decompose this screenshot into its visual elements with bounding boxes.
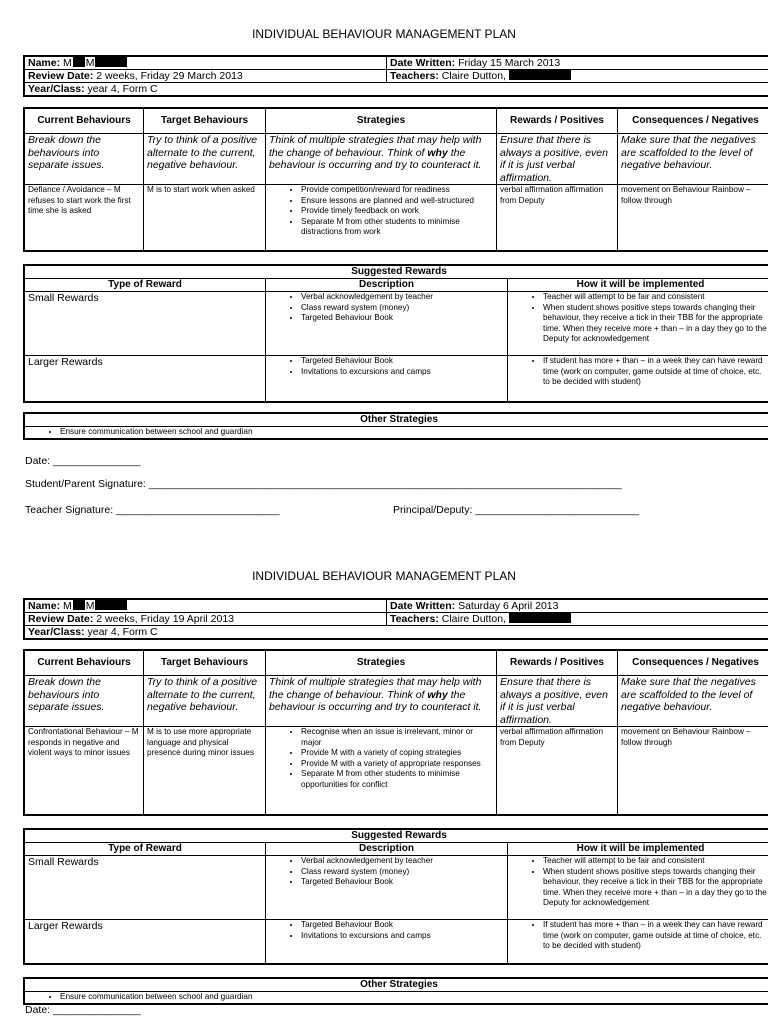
strategies-list bbox=[269, 185, 493, 238]
header-strategies: Strategies bbox=[266, 651, 497, 676]
list-item: • Ensure communication between school and guardian bbox=[60, 992, 768, 1003]
list-item: • Provide competition/reward for readiness bbox=[301, 185, 493, 196]
principal-signature[interactable]: Principal/Deputy: ____________________________ bbox=[393, 504, 639, 516]
plan1-other-strategies bbox=[23, 412, 768, 440]
small-rewards-label: Small Rewards bbox=[25, 856, 266, 920]
teachers-value: Claire Dutton, bbox=[441, 613, 506, 625]
year-class-value: year 4, Form C bbox=[87, 83, 158, 95]
plan1-title: INDIVIDUAL BEHAVIOUR MANAGEMENT PLAN bbox=[252, 27, 516, 41]
list-item: • Provide M with a variety of appropriate responses bbox=[301, 759, 493, 770]
redaction bbox=[509, 613, 571, 623]
teachers-label: Teachers: bbox=[390, 613, 439, 625]
other-strategies-title: Other Strategies bbox=[25, 414, 768, 427]
list-item: • Invitations to excursions and camps bbox=[301, 367, 504, 378]
name-value: M bbox=[85, 57, 95, 69]
redaction bbox=[509, 70, 571, 80]
small-rewards-label: Small Rewards bbox=[25, 292, 266, 356]
plan2-behaviour-table bbox=[23, 649, 768, 816]
date-written-label: Date Written: bbox=[390, 600, 456, 612]
redaction bbox=[73, 57, 85, 67]
review-date-label: Review Date: bbox=[28, 613, 94, 625]
date-line[interactable]: Date: _______________ bbox=[25, 455, 141, 467]
list-item: • Verbal acknowledgement by teacher bbox=[301, 292, 504, 303]
list-item: • If student has more + than – in a week they can have reward time (work on computer, game outside at time of choice, etc. to be decided with student) bbox=[543, 920, 768, 952]
year-class-label: Year/Class: bbox=[28, 626, 85, 638]
consequences-negatives: movement on Behaviour Rainbow – follow through bbox=[618, 185, 768, 251]
list-item: • Ensure lessons are planned and well-structured bbox=[301, 196, 493, 207]
plan1-info-table bbox=[23, 55, 768, 97]
name-label: Name: bbox=[28, 600, 61, 612]
guidance-rewards: Ensure that there is always a positive, even if it is just verbal affirmation. bbox=[497, 676, 618, 727]
larger-rewards-label: Larger Rewards bbox=[25, 356, 266, 402]
strategies-list bbox=[269, 727, 493, 790]
larger-rewards-label: Larger Rewards bbox=[25, 920, 266, 964]
review-date-value: 2 weeks, Friday 29 March 2013 bbox=[96, 70, 243, 82]
guidance-target: Try to think of a positive alternate to the current, negative behaviour. bbox=[144, 676, 266, 727]
guidance-strategies: Think of multiple strategies that may help with the change of behaviour. Think of why the behaviour is occurring and try to counteract it. bbox=[266, 676, 497, 727]
rewards-positives: verbal affirmation affirmation from Deputy bbox=[497, 727, 618, 815]
date-written-value: Friday 15 March 2013 bbox=[458, 57, 561, 69]
plan2-rewards-table bbox=[23, 828, 768, 965]
header-rewards: Rewards / Positives bbox=[497, 651, 618, 676]
list-item: • Provide M with a variety of coping strategies bbox=[301, 748, 493, 759]
year-class-label: Year/Class: bbox=[28, 83, 85, 95]
header-target-behaviours: Target Behaviours bbox=[144, 109, 266, 134]
rewards-positives: verbal affirmation affirmation from Deputy bbox=[497, 185, 618, 251]
list-item: • Separate M from other students to minimise opportunities for conflict bbox=[301, 769, 493, 790]
col-how: How it will be implemented bbox=[508, 843, 768, 856]
suggested-rewards-title: Suggested Rewards bbox=[25, 266, 768, 279]
guidance-consequences: Make sure that the negatives are scaffolded to the level of negative behaviour. bbox=[618, 676, 768, 727]
header-strategies: Strategies bbox=[266, 109, 497, 134]
consequences-negatives: movement on Behaviour Rainbow – follow through bbox=[618, 727, 768, 815]
review-date-value: 2 weeks, Friday 19 April 2013 bbox=[96, 613, 235, 625]
redaction bbox=[95, 600, 127, 610]
date-written-value: Saturday 6 April 2013 bbox=[458, 600, 559, 612]
list-item: • Recognise when an issue is irrelevant, minor or major bbox=[301, 727, 493, 748]
name-value: M bbox=[63, 57, 72, 69]
list-item: • When student shows positive steps towards changing their behaviour, they receive a tick in their TBB for the appropriate time. When they receive more + than – in a day they go to the Deputy for acknowledgement bbox=[543, 867, 768, 909]
teacher-signature[interactable]: Teacher Signature: ____________________________ bbox=[25, 504, 280, 516]
col-how: How it will be implemented bbox=[508, 279, 768, 292]
list-item: • Class reward system (money) bbox=[301, 867, 504, 878]
header-target-behaviours: Target Behaviours bbox=[144, 651, 266, 676]
guidance-rewards: Ensure that there is always a positive, even if it is just verbal affirmation. bbox=[497, 134, 618, 185]
col-type: Type of Reward bbox=[25, 279, 266, 292]
col-description: Description bbox=[266, 279, 508, 292]
current-behaviour: Confrontational Behaviour – M responds in negative and violent ways to minor issues bbox=[25, 727, 144, 815]
header-current-behaviours: Current Behaviours bbox=[25, 651, 144, 676]
suggested-rewards-title: Suggested Rewards bbox=[25, 830, 768, 843]
list-item: • Class reward system (money) bbox=[301, 303, 504, 314]
list-item: • Targeted Behaviour Book bbox=[301, 920, 504, 931]
year-class-value: year 4, Form C bbox=[87, 626, 158, 638]
plan2-info-table bbox=[23, 598, 768, 640]
col-type: Type of Reward bbox=[25, 843, 266, 856]
list-item: • Targeted Behaviour Book bbox=[301, 877, 504, 888]
target-behaviour: M is to use more appropriate language and physical presence during minor issues bbox=[144, 727, 266, 815]
header-current-behaviours: Current Behaviours bbox=[25, 109, 144, 134]
guidance-current: Break down the behaviours into separate issues. bbox=[25, 134, 144, 185]
date-line[interactable]: Date: _______________ bbox=[25, 1004, 141, 1016]
name-value: M bbox=[85, 600, 95, 612]
list-item: • Separate M from other students to minimise distractions from work bbox=[301, 217, 493, 238]
plan1-rewards-table bbox=[23, 264, 768, 403]
student-parent-signature[interactable]: Student/Parent Signature: _________________________________________________________________________________ bbox=[25, 478, 622, 490]
current-behaviour: Defiance / Avoidance – M refuses to start work the first time she is asked bbox=[25, 185, 144, 251]
date-written-label: Date Written: bbox=[390, 57, 456, 69]
guidance-target: Try to think of a positive alternate to the current, negative behaviour. bbox=[144, 134, 266, 185]
list-item: • If student has more + than – in a week they can have reward time (work on computer, game outside at time of choice, etc. to be decided with student) bbox=[543, 356, 768, 388]
teachers-label: Teachers: bbox=[390, 70, 439, 82]
list-item: • Invitations to excursions and camps bbox=[301, 931, 504, 942]
list-item: • Teacher will attempt to be fair and consistent bbox=[543, 292, 768, 303]
guidance-strategies: Think of multiple strategies that may help with the change of behaviour. Think of why the behaviour is occurring and try to counteract it. bbox=[266, 134, 497, 185]
header-rewards: Rewards / Positives bbox=[497, 109, 618, 134]
col-description: Description bbox=[266, 843, 508, 856]
other-strategies-title: Other Strategies bbox=[25, 979, 768, 992]
plan2-other-strategies bbox=[23, 977, 768, 1005]
teachers-value: Claire Dutton, bbox=[441, 70, 506, 82]
list-item: • Ensure communication between school and guardian bbox=[60, 427, 768, 438]
list-item: • Provide timely feedback on work bbox=[301, 206, 493, 217]
name-label: Name: bbox=[28, 57, 61, 69]
name-value: M bbox=[63, 600, 72, 612]
plan2-title: INDIVIDUAL BEHAVIOUR MANAGEMENT PLAN bbox=[252, 569, 516, 583]
header-consequences: Consequences / Negatives bbox=[618, 651, 768, 676]
review-date-label: Review Date: bbox=[28, 70, 94, 82]
plan1-behaviour-table bbox=[23, 107, 768, 252]
guidance-consequences: Make sure that the negatives are scaffolded to the level of negative behaviour. bbox=[618, 134, 768, 185]
redaction bbox=[95, 57, 127, 67]
guidance-current: Break down the behaviours into separate issues. bbox=[25, 676, 144, 727]
header-consequences: Consequences / Negatives bbox=[618, 109, 768, 134]
target-behaviour: M is to start work when asked bbox=[144, 185, 266, 251]
list-item: • Targeted Behaviour Book bbox=[301, 356, 504, 367]
list-item: • Teacher will attempt to be fair and consistent bbox=[543, 856, 768, 867]
list-item: • When student shows positive steps towards changing their behaviour, they receive a tick in their TBB for the appropriate time. When they receive more + than – in a day they go to the Deputy for acknowledgement bbox=[543, 303, 768, 345]
list-item: • Verbal acknowledgement by teacher bbox=[301, 856, 504, 867]
list-item: • Targeted Behaviour Book bbox=[301, 313, 504, 324]
redaction bbox=[73, 600, 85, 610]
